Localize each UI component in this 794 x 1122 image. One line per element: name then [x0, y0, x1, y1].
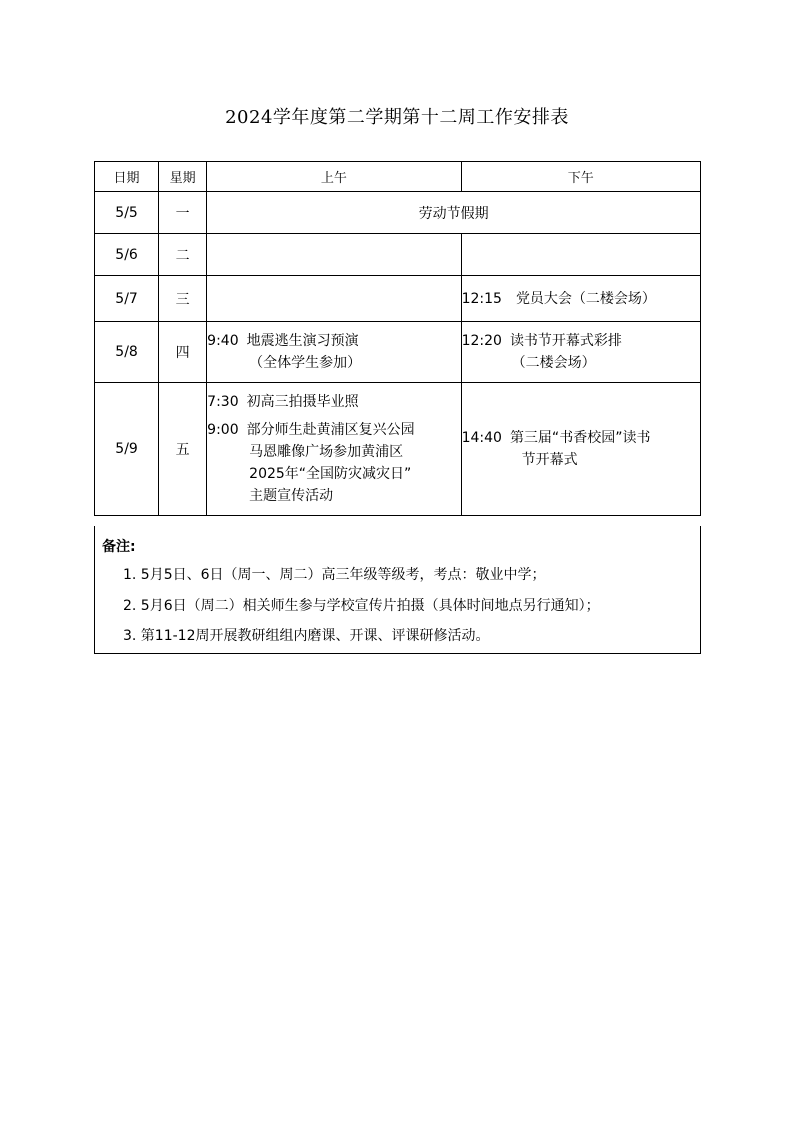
weekday-cell: 三	[159, 276, 207, 322]
event-time: 12:20	[461, 333, 502, 349]
schedule-table	[94, 161, 701, 516]
afternoon-cell	[461, 276, 700, 322]
table-row	[95, 276, 701, 322]
table-row	[95, 192, 701, 234]
event-description-continued: 马恩雕像广场参加黄浦区	[249, 444, 404, 460]
allday-cell: 劳动节假期	[207, 192, 701, 234]
weekday-cell: 二	[159, 234, 207, 276]
event-description-continued: （全体学生参加）	[249, 355, 362, 371]
event	[207, 391, 460, 413]
event-description: 第三届“书香校园”读书	[509, 430, 651, 446]
morning-cell	[207, 234, 461, 276]
event-description-continued: 主题宣传活动	[249, 488, 334, 504]
page-title: 2024学年度第二学期第十二周工作安排表	[225, 107, 569, 128]
morning-cell	[207, 383, 461, 516]
notes-title: 备注:	[102, 539, 136, 555]
date-cell: 5/7	[95, 276, 159, 322]
header-date: 日期	[95, 162, 159, 192]
event	[462, 288, 700, 310]
morning-cell	[207, 322, 461, 383]
table-row	[95, 383, 701, 516]
event-description: 读书节开幕式彩排	[509, 333, 622, 349]
table-row	[95, 322, 701, 383]
event-time: 9:00	[207, 422, 239, 438]
note-item: 1. 5月5日、6日（周一、周二）高三年级等级考，考点：敬业中学；	[123, 567, 546, 583]
morning-cell	[207, 276, 461, 322]
date-cell: 5/9	[95, 383, 159, 516]
notes-box	[94, 526, 701, 654]
header-afternoon: 下午	[461, 162, 700, 192]
event	[462, 330, 700, 352]
event	[207, 419, 460, 441]
table-row	[95, 234, 701, 276]
date-cell: 5/5	[95, 192, 159, 234]
event-description: 部分师生赴黄浦区复兴公园	[246, 422, 415, 438]
event-description-continued: 2025年“全国防灾减灾日”	[249, 466, 412, 482]
header-weekday: 星期	[159, 162, 207, 192]
event-description: 初高三拍摄毕业照	[246, 394, 359, 410]
note-item: 3. 第11-12周开展教研组组内磨课、开课、评课研修活动。	[123, 628, 490, 644]
event-description-continued: （二楼会场）	[511, 355, 596, 371]
date-cell: 5/6	[95, 234, 159, 276]
weekday-cell: 一	[159, 192, 207, 234]
afternoon-cell	[461, 234, 700, 276]
date-cell: 5/8	[95, 322, 159, 383]
weekday-cell: 四	[159, 322, 207, 383]
note-item: 2. 5月6日（周二）相关师生参与学校宣传片拍摄（具体时间地点另行通知）；	[123, 598, 600, 614]
event-time: 12:15	[461, 290, 502, 307]
event-time: 14:40	[461, 430, 502, 446]
event	[462, 427, 700, 449]
afternoon-cell	[461, 322, 700, 383]
event	[207, 330, 460, 352]
afternoon-cell	[461, 383, 700, 516]
event-description: 地震逃生演习预演	[246, 333, 359, 349]
table-header-row	[95, 162, 701, 192]
header-morning: 上午	[207, 162, 461, 192]
event-time: 7:30	[207, 394, 239, 410]
event-description-continued: 节开幕式	[521, 452, 578, 468]
event-time: 9:40	[207, 333, 239, 349]
event-description: 党员大会（二楼会场）	[515, 290, 656, 307]
weekday-cell: 五	[159, 383, 207, 516]
